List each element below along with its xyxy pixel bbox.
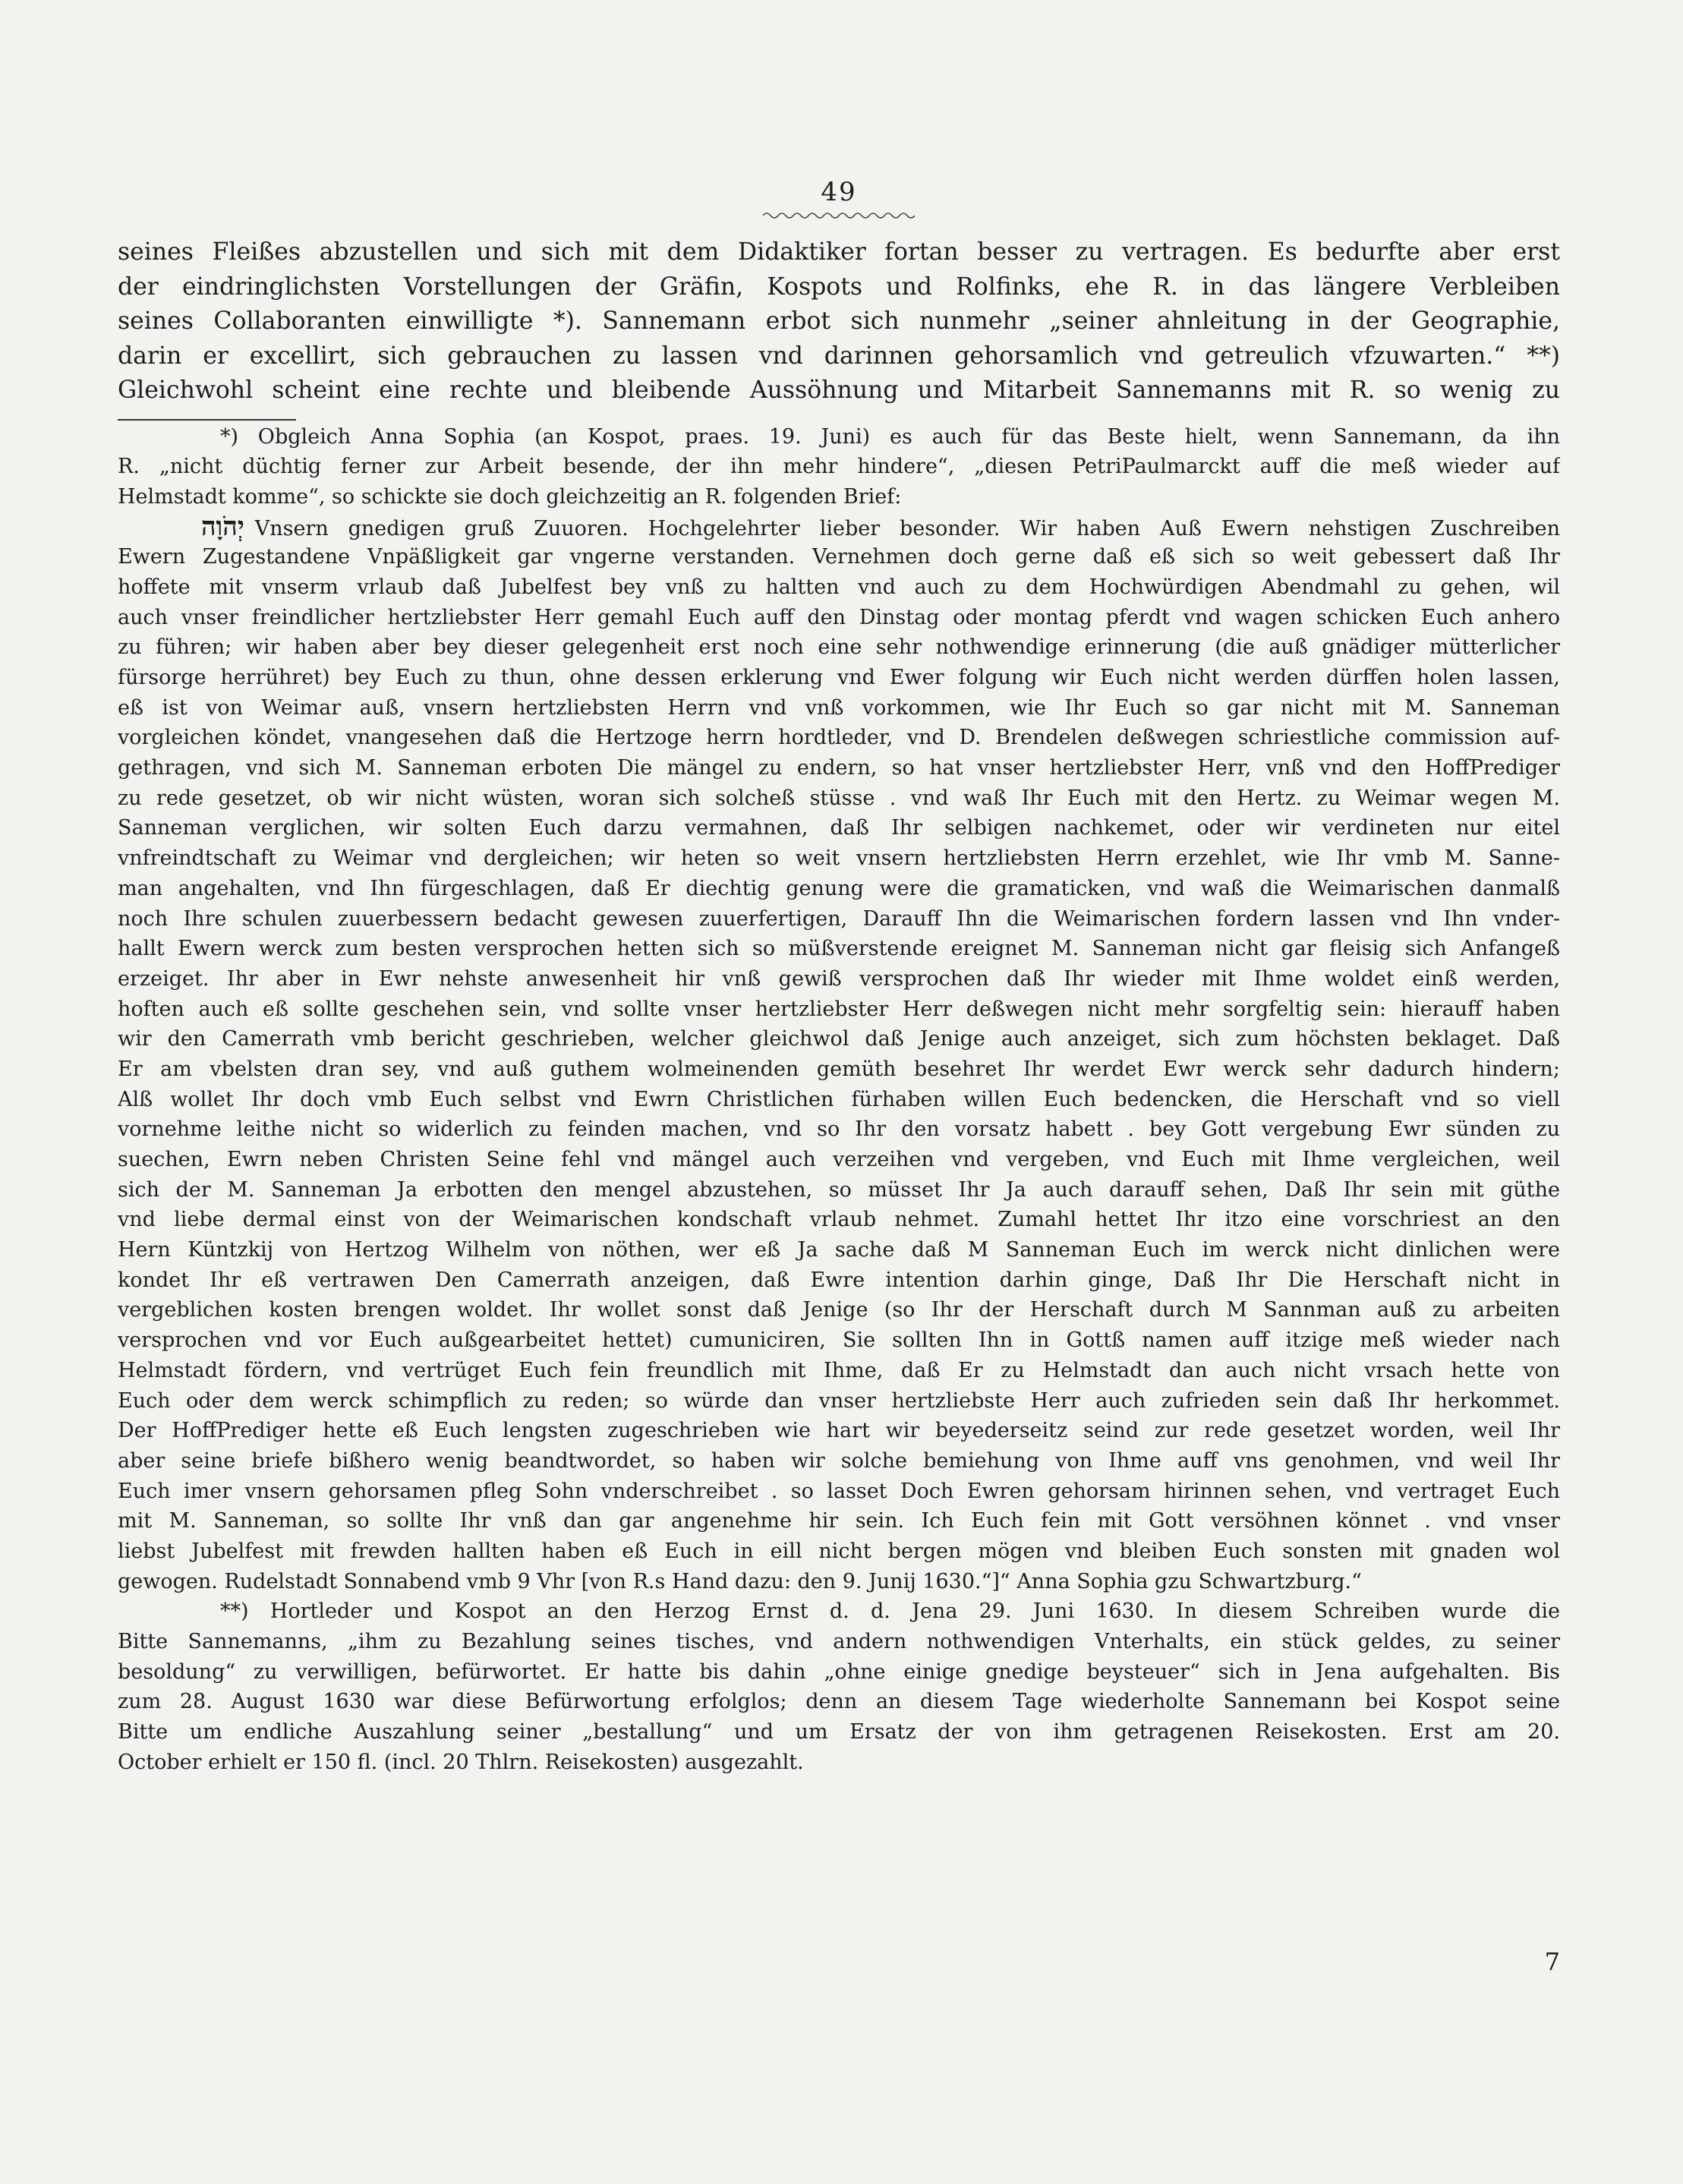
letter-line: fürsorge herrühret) bey Euch zu thun, ohne dessen erklerung vnd Ewer folgung wir Euch nicht werden dürffen holen lassen, xyxy=(118,666,1560,689)
letter-line: Alß wollet Ihr doch vmb Euch selbst vnd Ewrn Christlichen fürhaben willen Euch bedencken, die Herschaft vnd so viell xyxy=(118,1087,1560,1111)
letter-line-text: Vnsern gnedigen gruß Zuuoren. Hochgelehrter lieber besonder. Wir haben Auß Ewern nehstigen Zuschreiben xyxy=(254,516,1560,540)
letter-line: vorgleichen köndet, vnangesehen daß die Hertzoge herrn hordtleder, vnd D. Brendelen deßwegen schriestliche commission auf- xyxy=(118,726,1560,750)
letter-line: zu rede gesetzet, ob wir nicht wüsten, woran sich solcheß stüsse . vnd waß Ihr Euch mit den Hertz. zu Weimar wegen M. xyxy=(118,786,1560,810)
letter-line: vnfreindtschaft zu Weimar vnd dergleichen; wir heten so weit vnsern hertzliebsten Herrn erzehlet, wie Ihr vmb M. Sanne- xyxy=(118,846,1560,871)
letter-line: Sanneman verglichen, wir solten Euch darzu vermahnen, daß Ihr selbigen nachkemet, oder wir verdineten nur eitel xyxy=(118,816,1560,840)
letter-line: Hern Küntzkij von Hertzog Wilhelm von nöthen, wer eß Ja sache daß M Sanneman Euch im werck nicht dinlichen were xyxy=(118,1238,1560,1262)
letter-line: vergeblichen kosten brengen woldet. Ihr wollet sonst daß Jenige (so Ihr der Herschaft durch M Sannman auß zu arbeiten xyxy=(118,1298,1560,1322)
letter-line: gethragen, vnd sich M. Sanneman erboten Die mängel zu endern, so hat vnser hertzliebster Herr, vnß vnd den HoffPrediger xyxy=(118,756,1560,780)
body-text xyxy=(118,235,1560,1777)
footnote-line: R. „nicht düchtig ferner zur Arbeit besende, der ihn mehr hindere“, „diesen PetriPaulmarckt auff die meß wieder auf xyxy=(118,455,1560,479)
footnote-1 xyxy=(118,422,1560,1597)
letter-line: man angehalten, vnd Ihn fürgeschlagen, daß Er diechtig genung were die gramaticken, vnd waß die Weimarischen danmalß xyxy=(118,876,1560,900)
letter-line: hoften auch eß sollte geschehen sein, vnd sollte vnser hertzliebster Herr deßwegen nicht mehr sorgfeltig sein: hierauff haben xyxy=(118,997,1560,1021)
letter-line: hallt Ewern werck zum besten versprochen hetten sich so müßverstende ereignet M. Sanneman nicht gar fleisig sich Anfangeß xyxy=(118,937,1560,961)
letter-line: Er am vbelsten dran sey, vnd auß guthem wolmeinenden gemüth besehret Ihr werdet Ewr werck sehr dadurch hindern; xyxy=(118,1057,1560,1081)
footnote-line: Bitte um endliche Auszahlung seiner „bestallung“ und um Ersatz der von ihm getragenen Reisekosten. Erst am 20. xyxy=(118,1720,1560,1744)
letter-line: gewogen. Rudelstadt Sonnabend vmb 9 Vhr [von R.s Hand dazu: den 9. Junij 1630.“]“ Anna Sophia gzu Schwartzburg.“ xyxy=(118,1569,1362,1593)
letter-line: kondet Ihr eß vertrawen Den Camerrath anzeigen, daß Ewre intention darhin ginge, Daß Ihr Die Herschaft nicht in xyxy=(118,1268,1560,1292)
letter-line: vornehme leithe nicht so widerlich zu feinden machen, vnd so Ihr den vorsatz habett . bey Gott vergebung Ewr sünden zu xyxy=(118,1117,1560,1142)
letter-line: hoffete mit vnserm vrlaub daß Jubelfest bey vnß zu haltten vnd auch zu dem Hochwürdigen Abendmahl zu gehen, wil xyxy=(118,575,1560,599)
letter-line: mit M. Sanneman, so sollte Ihr vnß dan gar angenehme hir sein. Ich Euch fein mit Gott versöhnen könnet . vnd vnser xyxy=(118,1509,1560,1533)
letter-line: liebst Jubelfest mit frewden hallten haben eß Euch in eill nicht bergen mögen vnd bleiben Euch sonsten mit gnaden wol xyxy=(118,1539,1560,1563)
footnote-line: **) Hortleder und Kospot an den Herzog Ernst d. d. Jena 29. Juni 1630. In diesem Schreiben wurde die xyxy=(220,1599,1560,1624)
letter-line: aber seine briefe bißhero wenig beandtwordet, so haben wir solche bemiehung von Ihme auff vns genohmen, vnd weil Ihr xyxy=(118,1448,1560,1473)
letter-line: Der HoffPrediger hette eß Euch lengsten zugeschrieben wie hart wir beyederseitz seind zur rede gesetzet worden, weil Ihr xyxy=(118,1419,1560,1443)
footnote-line: Bitte Sannemanns, „ihm zu Bezahlung seines tisches, vnd andern nothwendigen Vnterhalts, ein stück geldes, zu seiner xyxy=(118,1630,1560,1653)
main-line: darin er excellirt, sich gebrauchen zu lassen vnd darinnen gehorsamlich vnd getreulich vfzuwarten.“ **) xyxy=(118,342,1560,370)
page-content xyxy=(118,171,1560,2145)
footnote-line: October erhielt er 150 fl. (incl. 20 Thlrn. Reisekosten) ausgezahlt. xyxy=(118,1750,804,1774)
letter-line: vnd liebe dermal einst von der Weimarischen kondschaft vrlaub nehmet. Zumahl hettet Ihr itzo eine vorschriest an den xyxy=(118,1208,1560,1232)
letter-line: auch vnser freindlicher hertzliebster Herr gemahl Euch auff den Dinstag oder montag pferdt vnd wagen schicken Euch anhero xyxy=(118,605,1560,629)
letter-line: versprochen vnd vor Euch außgearbeitet hettet) cumuniciren, Sie sollten Ihn in Gottß namen auff itzige meß wieder nach xyxy=(118,1328,1560,1353)
main-line: seines Fleißes abzustellen und sich mit dem Didaktiker fortan besser zu vertragen. Es bedurfte aber erst xyxy=(118,238,1560,266)
footnote-rule xyxy=(118,419,296,421)
letter-line: suechen, Ewrn neben Christen Seine fehl vnd mängel auch verzeihen vnd vergeben, vnd Euch mit Ihme vergleichen, weil xyxy=(118,1148,1560,1171)
page-number: 49 xyxy=(821,177,857,207)
footnote-2 xyxy=(118,1596,1560,1777)
letter-line: Helmstadt fördern, vnd vertrüget Euch fein freundlich mit Ihme, daß Er zu Helmstadt dan auch nicht vrsach hette von xyxy=(118,1358,1560,1382)
footnote-line: besoldung“ zu verwilligen, befürwortet. Er hatte bis dahin „ohne einige gnedige beysteuer“ sich in Jena aufgehalten. Bis xyxy=(118,1659,1560,1684)
letter-line: wir den Camerrath vmb bericht geschrieben, welcher gleichwol daß Jenige auch anzeiget, sich zum höchsten beklaget. Daß xyxy=(118,1027,1560,1051)
footnote-line: Helmstadt komme“, so schickte sie doch gleichzeitig an R. folgenden Brief: xyxy=(118,484,902,509)
main-line: seines Collaboranten einwilligte *). Sannemann erbot sich nunmehr „seiner ahnleitung in der Geographie, xyxy=(118,307,1560,335)
letter-line: zu führen; wir haben aber bey dieser gelegenheit erst noch eine sehr nothwendige erinnerung (die auß gnädiger mütterlicher xyxy=(118,635,1560,660)
hebrew-tetragrammaton: יְהֹוָה xyxy=(201,512,244,542)
letter-line: Euch imer vnsern gehorsamen pfleg Sohn vnderschreibet . so lasset Doch Ewren gehorsam hirinnen sehen, vnd vertraget Euch xyxy=(118,1479,1560,1503)
ornament-divider xyxy=(763,210,915,221)
letter-line: Ewern Zugestandene Vnpäßligkeit gar vngerne verstanden. Vernehmen doch gerne daß eß sich so weit gebessert daß Ihr xyxy=(118,545,1560,569)
footnote-line: zum 28. August 1630 war diese Befürwortung erfolglos; denn an diesem Tage wiederholte Sannemann bei Kospot seine xyxy=(118,1690,1560,1714)
letter-line: erzeiget. Ihr aber in Ewr nehste anwesenheit hir vnß gewiß versprochen daß Ihr wieder mit Ihme woldet einß werden, xyxy=(118,966,1560,991)
letter-line: noch Ihre schulen zuuerbessern bedacht gewesen zuuerfertigen, Darauff Ihn die Weimarischen fordern lassen vnd Ihn vnder- xyxy=(118,906,1560,931)
letter-line: eß ist von Weimar auß, vnsern hertzliebsten Herrn vnd vnß vorkommen, wie Ihr Euch so gar nicht mit M. Sanneman xyxy=(118,695,1560,720)
letter-line: Euch oder dem werck schimpflich zu reden; so würde dan vnser hertzliebste Herr auch zufrieden sein daß Ihr herkommet. xyxy=(118,1388,1560,1413)
main-paragraph xyxy=(118,235,1560,408)
main-line: der eindringlichsten Vorstellungen der Gräfin, Kospots und Rolfinks, ehe R. in das längere Verbleiben xyxy=(118,273,1560,301)
footnote-line: *) Obgleich Anna Sophia (an Kospot, praes. 19. Juni) es auch für das Beste hielt, wenn Sannemann, da ihn xyxy=(220,424,1560,449)
letter-opening-line xyxy=(118,512,1560,543)
letter-line: sich der M. Sanneman Ja erbotten den mengel abzustehen, so müsset Ihr Ja auch darauff sehen, Daß Ihr sein mit güthe xyxy=(118,1177,1560,1202)
main-line: Gleichwohl scheint eine rechte und bleibende Aussöhnung und Mitarbeit Sannemanns mit R. so wenig zu xyxy=(118,377,1560,404)
signature-mark: 7 xyxy=(1544,1947,1560,1976)
